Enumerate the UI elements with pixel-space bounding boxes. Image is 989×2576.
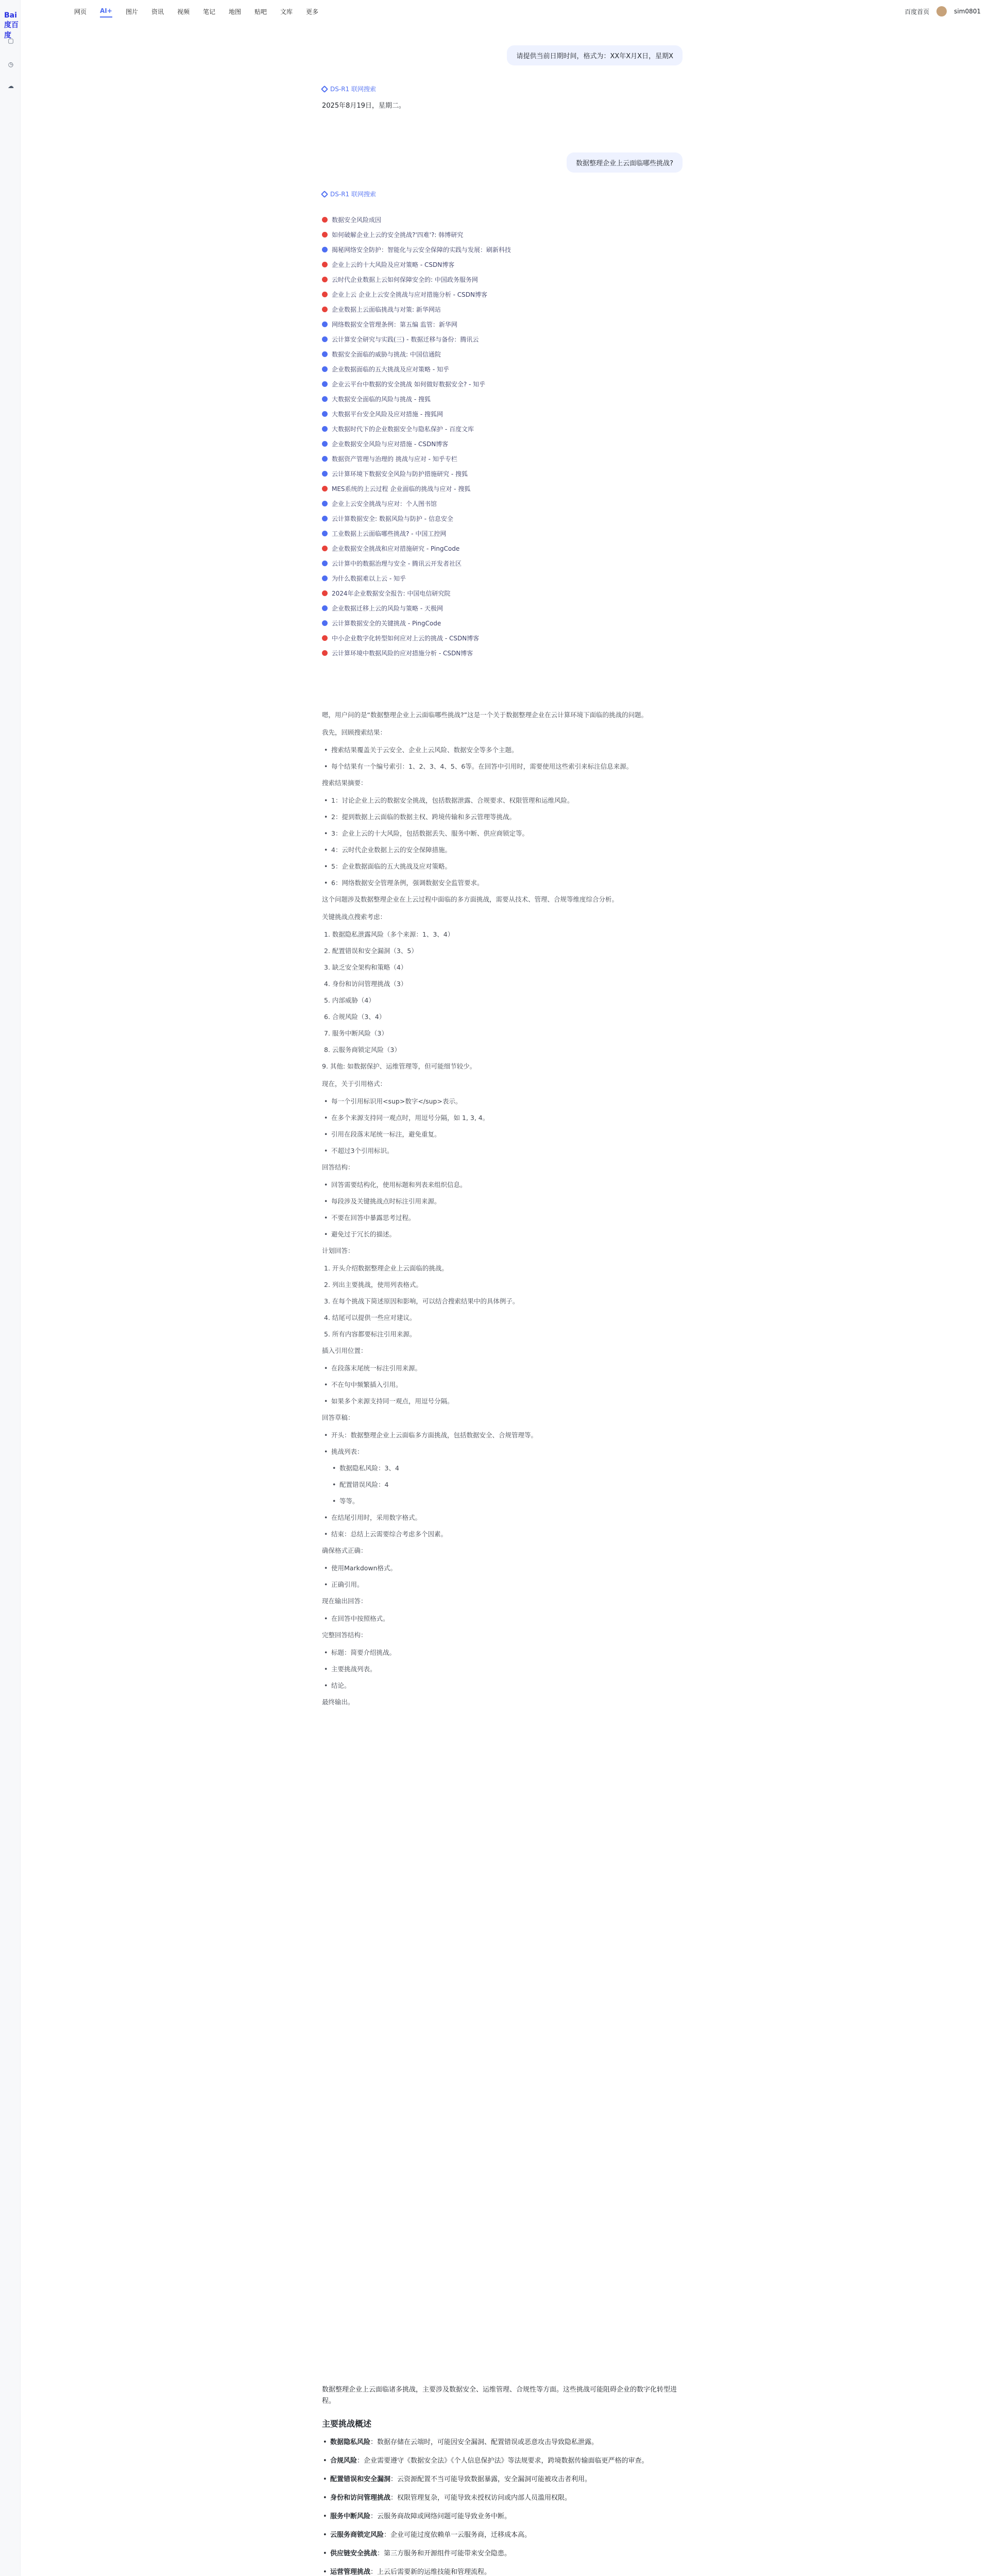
reference-item[interactable]: 数据安全风险成因 [322,212,683,227]
reference-item[interactable]: 网络数据安全管理条例：第五编 监管：新华网 [322,317,683,332]
site-icon [322,411,328,417]
answer-item: • 云服务商锁定风险：企业可能过度依赖单一云服务商，迁移成本高。 [322,2530,683,2541]
thinking-bullet: • 不超过3个引用标识。 [322,1146,683,1156]
reference-item[interactable]: 企业数据面临的五大挑战及应对策略 - 知乎 [322,362,683,377]
answer-item: • 供应链安全挑战：第三方服务和开源组件可能带来安全隐患。 [322,2548,683,2560]
thinking-bullet: • 2：提到数据上云面临的数据主权、跨境传输和多云管理等挑战。 [322,812,683,822]
baidu-logo[interactable]: Bai度百度 [4,11,19,40]
site-icon [322,336,328,342]
reference-item[interactable]: 中小企业数字化转型如何应对上云的挑战 - CSDN博客 [322,631,683,646]
thinking-bullet: • 结论。 [322,1681,683,1691]
nav-item-ai[interactable]: AI+ [100,7,112,14]
thinking-bullet: • 回答需要结构化，使用标题和列表来组织信息。 [322,1180,683,1190]
thinking-bullet: • 引用在段落末尾统一标注，避免重复。 [322,1129,683,1140]
site-icon [322,217,328,223]
thinking-bullet: • 在回答中按照格式。 [322,1614,683,1624]
reference-item[interactable]: 揭秘网络安全防护：智能化与云安全保障的实践与发展：刷新科技 [322,242,683,257]
site-icon [322,605,328,611]
thinking-numbered: 3. 在每个挑战下简述原因和影响，可以结合搜索结果中的具体例子。 [324,1297,519,1305]
thinking-numbered: 4. 结尾可以提供一些应对建议。 [324,1314,416,1321]
site-icon [322,486,328,492]
site-icon [322,516,328,521]
thinking-bullet: • 开头：数据整理企业上云面临多方面挑战，包括数据安全、合规管理等。 [322,1430,683,1440]
thinking-bullet: • 避免过于冗长的描述。 [322,1229,683,1240]
answer-intro: 数据整理企业上云面临诸多挑战，主要涉及数据安全、运维管理、合规性等方面。这些挑战可能阻碍企业的数字化转型进程。 [322,2386,677,2405]
nav-item-more[interactable]: 更多 [306,8,319,15]
reference-item[interactable]: 企业数据安全风险与应对措施 - CSDN博客 [322,436,683,451]
user-question-2: 数据整理企业上云面临哪些挑战? [567,152,683,173]
thinking-bullet: • 每段涉及关键挑战点时标注引用来源。 [322,1196,683,1207]
reference-item[interactable]: 如何破解企业上云的安全挑战?'四难'?: 韩博研究 [322,227,683,242]
site-icon [322,561,328,566]
thinking-paragraph: 回答草稿： [322,1414,354,1421]
cloud-icon[interactable]: ☁ [8,82,14,90]
answer-item: • 服务中断风险：云服务商故障或网络问题可能导致业务中断。 [322,2511,683,2522]
thinking-paragraph: 这个问题涉及数据整理企业在上云过程中面临的多方面挑战，需要从技术、管理、合规等维度综合分析。 [322,895,619,903]
thinking-paragraph: 关键挑战点搜索考虑： [322,913,387,921]
thinking-bullet: • 5：企业数据面临的五大挑战及应对策略。 [322,861,683,872]
thinking-process [322,710,683,1715]
reference-item[interactable]: 大数据安全面临的风险与挑战 - 搜狐 [322,392,683,406]
thinking-numbered: 5. 内部威胁（4） [324,996,375,1004]
top-nav [21,0,989,23]
thinking-paragraph: 完整回答结构： [322,1631,367,1639]
site-icon [322,531,328,536]
thinking-paragraph: 现在，关于引用格式： [322,1080,387,1088]
avatar[interactable] [936,6,947,16]
thinking-sub-bullet: • 配置错误风险：4 [322,1480,683,1490]
reference-item[interactable]: 云计算数据安全: 数据风险与防护 - 信息安全 [322,511,683,526]
thinking-numbered: 1. 数据隐私泄露风险（多个来源：1、3、4） [324,930,454,938]
thinking-bullet: • 不要在回答中暴露思考过程。 [322,1213,683,1223]
thinking-paragraph: 回答结构： [322,1163,354,1171]
site-icon [322,262,328,267]
thinking-bullet: • 1：讨论企业上云的数据安全挑战，包括数据泄露、合规要求、权限管理和运维风险。 [322,795,683,806]
thinking-paragraph: 确保格式正确： [322,1547,367,1554]
site-icon [322,471,328,477]
thinking-sub-bullet: • 等等。 [322,1496,683,1506]
reference-item[interactable]: 为什么数据难以上云 - 知乎 [322,571,683,586]
site-icon [322,650,328,656]
reference-item[interactable]: 企业上云安全挑战与应对：个人图书馆 [322,496,683,511]
thinking-numbered: 2. 列出主要挑战，使用列表格式。 [324,1281,422,1289]
thinking-numbered: 1. 开头介绍数据整理企业上云面临的挑战。 [324,1264,448,1272]
site-icon [322,381,328,387]
thinking-numbered: 4. 身份和访问管理挑战（3） [324,980,407,988]
model-tag-2[interactable] [322,190,376,198]
thinking-bullet: • 4：云时代企业数据上云的安全保障措施。 [322,845,683,855]
thinking-bullet: • 如果多个来源支持同一观点，用逗号分隔。 [322,1396,683,1406]
nav-item-map[interactable]: 地图 [229,8,242,15]
reference-item[interactable]: 大数据时代下的企业数据安全与隐私保护 - 百度文库 [322,421,683,436]
site-icon [322,620,328,626]
site-icon [322,232,328,238]
reference-item[interactable]: 大数据平台安全风险及应对措施 - 搜狐网 [322,406,683,421]
site-icon [322,321,328,327]
thinking-bullet: • 使用Markdown格式。 [322,1563,683,1573]
thinking-bullet: • 每个结果有一个编号索引：1、2、3、4、5、6等。在回答中引用时，需要使用这些索引来标注信息来源。 [322,761,683,772]
username[interactable]: sim0801 [954,8,981,15]
site-icon [322,247,328,252]
reference-item[interactable]: 工业数据上云面临哪些挑战? - 中国工控网 [322,526,683,541]
site-icon [322,351,328,357]
reference-item[interactable]: 企业上云的十大风险及应对策略 - CSDN博客 [322,257,683,272]
thinking-paragraph: 插入引用位置： [322,1347,367,1354]
site-icon [322,456,328,462]
reference-item[interactable]: 数据资产管理与治理的 挑战与应对 - 知乎专栏 [322,451,683,466]
thinking-numbered: 3. 缺乏安全架构和策略（4） [324,963,407,971]
thinking-bullet: • 在结尾引用时，采用数字格式。 [322,1513,683,1523]
site-icon [322,292,328,297]
nav-item-wenku[interactable]: 文库 [280,8,293,15]
site-icon [322,366,328,372]
model-tag-1[interactable] [322,84,376,93]
thinking-numbered: 6. 合规风险（3、4） [324,1013,386,1021]
thinking-bullet: • 结束：总结上云需要综合考虑多个因素。 [322,1529,683,1539]
nav-item-images[interactable]: 图片 [126,8,139,15]
nav-item-tieba[interactable]: 贴吧 [254,8,267,15]
thinking-bullet: • 3：企业上云的十大风险，包括数据丢失、服务中断、供应商锁定等。 [322,828,683,839]
reference-item[interactable]: 企业数据上云面临挑战与对策: 新华网站 [322,302,683,317]
reference-item[interactable]: 2024年企业数据安全报告: 中国电信研究院 [322,586,683,601]
site-icon [322,396,328,402]
thinking-bullet: • 标题：简要介绍挑战。 [322,1648,683,1658]
site-icon [322,426,328,432]
thinking-bullet: • 主要挑战列表。 [322,1664,683,1674]
nav-item-news[interactable]: 资讯 [151,8,164,15]
site-icon [322,590,328,596]
thinking-bullet: • 每一个引用标识用<sup>数字</sup>表示。 [322,1096,683,1107]
nav-item-web[interactable]: 网页 [74,8,87,15]
reference-item[interactable]: 企业数据迁移上云的风险与策略 - 天极网 [322,601,683,616]
answer-item: • 运营管理挑战：上云后需要新的运维技能和管理流程。 [322,2567,683,2576]
nav-item-video[interactable]: 视频 [177,8,190,15]
thinking-paragraph: 嗯，用户问的是“数据整理企业上云面临哪些挑战?”这是一个关于数据整理企业在云计算环境下面临的挑战的问题。 [322,711,648,719]
site-icon [322,441,328,447]
thinking-sub-bullet: • 数据隐私风险：3、4 [322,1463,683,1473]
left-rail [0,0,21,2576]
thinking-bullet: • 挑战列表： [322,1447,683,1457]
reference-item[interactable]: 云计算环境中数据风险的应对措施分析 - CSDN博客 [322,646,683,660]
site-icon [322,307,328,312]
thinking-paragraph: 最终输出。 [322,1698,354,1706]
final-answer [322,2384,683,2576]
reference-list [322,212,683,660]
thinking-bullet: • 在多个来源支持同一观点时，用逗号分隔，如 1, 3, 4。 [322,1113,683,1123]
site-icon [322,277,328,282]
model-label: DS-R1 联网搜索 [330,86,376,93]
thinking-paragraph: 现在输出回答： [322,1597,367,1605]
model-label: DS-R1 联网搜索 [330,191,376,198]
thinking-bullet: • 6：网络数据安全管理条例，强调数据安全监管要求。 [322,878,683,888]
site-icon [322,575,328,581]
thinking-paragraph: 我先，回顾搜索结果： [322,728,387,736]
thinking-bullet: • 在段落末尾统一标注引用来源。 [322,1363,683,1374]
answer-item: • 数据隐私风险：数据存储在云端时，可能因安全漏洞、配置错误或恶意攻击导致隐私泄露。 [322,2437,683,2448]
reference-item[interactable]: 企业上云 企业上云安全挑战与应对措施分析 - CSDN博客 [322,287,683,302]
answer-item: • 合规风险：企业需要遵守《数据安全法》《个人信息保护法》等法规要求，跨境数据传输面临更严格的审查。 [322,2455,683,2467]
site-icon [322,501,328,506]
answer-1: 2025年8月19日，星期二。 [322,102,405,110]
home-link[interactable]: 百度首页 [905,8,930,15]
thinking-bullet: • 搜索结果覆盖关于云安全、企业上云风险、数据安全等多个主题。 [322,745,683,755]
thinking-numbered: 5. 所有内容都要标注引用来源。 [324,1330,416,1338]
site-icon [322,546,328,551]
history-icon[interactable]: ◷ [8,61,14,68]
thinking-bullet: • 不在句中频繁插入引用。 [322,1380,683,1390]
reference-item[interactable]: 云计算数据安全的关键挑战 - PingCode [322,616,683,631]
reference-item[interactable]: 企业数据安全挑战和应对措施研究 - PingCode [322,541,683,556]
thinking-bullet: • 正确引用。 [322,1580,683,1590]
reference-item[interactable]: 云计算环境下数据安全风险与防护措施研究 - 搜狐 [322,466,683,481]
thinking-paragraph: 计划回答： [322,1247,354,1255]
thinking-paragraph: 9. 其他: 如数据保护、运维管理等，但可能细节较少。 [322,1062,476,1070]
user-question-1: 请提供当前日期时间，格式为：XX年X月X日，星期X [507,45,683,65]
thinking-numbered: 8. 云服务商锁定风险（3） [324,1046,401,1054]
thinking-numbered: 7. 服务中断风险（3） [324,1029,388,1037]
thinking-numbered: 2. 配置错误和安全漏洞（3、5） [324,947,418,955]
nav-item-notes[interactable]: 笔记 [203,8,216,15]
thinking-paragraph: 搜索结果摘要： [322,779,367,787]
reference-item[interactable]: 云计算中的数据治理与安全 - 腾讯云开发者社区 [322,556,683,571]
answer-item: • 配置错误和安全漏洞：云资源配置不当可能导致数据暴露，安全漏洞可能被攻击者利用。 [322,2474,683,2485]
reference-item[interactable]: 云计算安全研究与实践(三) - 数据迁移与备份：腾讯云 [322,332,683,347]
answer-heading: 主要挑战概述 [322,2419,372,2429]
reference-item[interactable]: 企业云平台中数据的安全挑战 如何做好数据安全? - 知乎 [322,377,683,392]
chat-icon[interactable]: ▢ [8,37,14,44]
site-icon [322,635,328,641]
reference-item[interactable]: 云时代企业数据上云如何保障安全的: 中国政务服务网 [322,272,683,287]
deepseek-icon [321,85,328,92]
reference-item[interactable]: MES系统的上云过程 企业面临的挑战与应对 - 搜狐 [322,481,683,496]
reference-item[interactable]: 数据安全面临的威胁与挑战: 中国信通院 [322,347,683,362]
deepseek-icon [321,190,328,197]
user-area [905,6,981,16]
answer-item: • 身份和访问管理挑战：权限管理复杂，可能导致未授权访问或内部人员滥用权限。 [322,2493,683,2504]
